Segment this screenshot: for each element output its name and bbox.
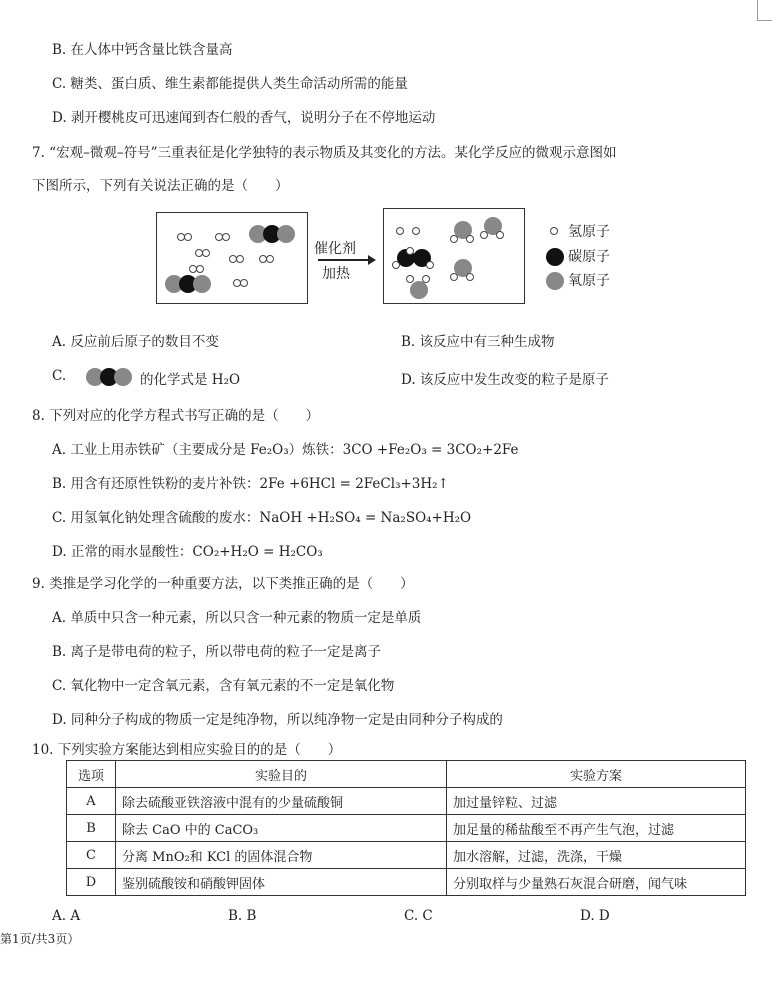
q9-option-d: D. 同种分子构成的物质一定是纯净物，所以纯净物一定是由同种分子构成的 [52, 712, 503, 728]
experiment-table [66, 760, 746, 896]
oxygen-legend-label: 氧原子 [568, 273, 610, 289]
row-purpose: 除去硫酸亚铁溶液中混有的少量硫酸铜 [116, 788, 447, 815]
q8-option-a: A. 工业上用赤铁矿（主要成分是 Fe₂O₃）炼铁：3CO +Fe₂O₃ = 3CO₂+2Fe [52, 442, 519, 458]
q8-option-c: C. 用氢氧化钠处理含硫酸的废水：NaOH +H₂SO₄ = Na₂SO₄+H₂O [52, 510, 472, 526]
q10-answer-b: B. B [228, 908, 257, 924]
q9-option-c: C. 氧化物中一定含氧元素，含有氧元素的不一定是氧化物 [52, 678, 395, 694]
carbon-legend-label: 碳原子 [568, 249, 610, 265]
header-option: 选项 [67, 761, 116, 788]
table-row [67, 788, 746, 815]
q6-option-c: C. 糖类、蛋白质、维生素都能提供人类生命活动所需的能量 [52, 76, 408, 92]
q7-stem-line1: 7. “宏观–微观–符号”三重表征是化学独特的表示物质及其变化的方法。某化学反应的微观示意图如 [32, 145, 617, 161]
q8-option-b: B. 用含有还原性铁粉的麦片补铁：2Fe +6HCl = 2FeCl₃+3H₂↑ [52, 476, 449, 492]
q9-option-a: A. 单质中只含一种元素，所以只含一种元素的物质一定是单质 [52, 610, 422, 626]
reactants-box [156, 212, 308, 304]
table-row [67, 869, 746, 896]
row-plan: 加水溶解，过滤，洗涤，干燥 [447, 842, 746, 869]
q10-stem: 10. 下列实验方案能达到相应实验目的的是（ ） [32, 742, 342, 758]
q6-option-d: D. 剥开樱桃皮可迅速闻到杏仁般的香气，说明分子在不停地运动 [52, 110, 436, 126]
row-option: C [67, 842, 116, 869]
row-option: A [67, 788, 116, 815]
hydrogen-legend-icon [550, 227, 558, 235]
heat-label: 加热 [322, 266, 350, 282]
row-option: B [67, 815, 116, 842]
oxygen-legend-icon [546, 272, 564, 290]
row-option: D [67, 869, 116, 896]
q7-option-c-prefix: C. [52, 368, 67, 384]
q10-answer-d: D. D [580, 908, 610, 924]
row-plan: 分别取样与少量熟石灰混合研磨，闻气味 [447, 869, 746, 896]
q6-option-b: B. 在人体中钙含量比铁含量高 [52, 42, 233, 58]
q7-option-c-text: 的化学式是 H₂O [140, 372, 241, 388]
products-box [383, 208, 525, 304]
row-plan: 加足量的稀盐酸至不再产生气泡，过滤 [447, 815, 746, 842]
page-corner-mark [757, 0, 772, 21]
table-row [67, 842, 746, 869]
reaction-arrow [318, 259, 374, 261]
table-header-row [67, 761, 746, 788]
row-purpose: 除去 CaO 中的 CaCO₃ [116, 815, 447, 842]
carbon-legend-icon [546, 248, 564, 266]
row-purpose: 分离 MnO₂和 KCl 的固体混合物 [116, 842, 447, 869]
catalyst-label: 催化剂 [314, 241, 356, 257]
page-footer: 第1页/共3页） [0, 932, 80, 946]
q10-answer-c: C. C [404, 908, 433, 924]
table-row [67, 815, 746, 842]
q7-option-b: B. 该反应中有三种生成物 [401, 334, 555, 350]
q10-answer-a: A. A [52, 908, 81, 924]
q9-stem: 9. 类推是学习化学的一种重要方法，以下类推正确的是（ ） [32, 576, 414, 592]
header-plan: 实验方案 [447, 761, 746, 788]
row-plan: 加过量锌粒、过滤 [447, 788, 746, 815]
q7-option-d: D. 该反应中发生改变的粒子是原子 [401, 372, 609, 388]
hydrogen-legend-label: 氢原子 [568, 224, 610, 240]
q8-stem: 8. 下列对应的化学方程式书写正确的是（ ） [32, 408, 320, 424]
q9-option-b: B. 离子是带电荷的粒子，所以带电荷的粒子一定是离子 [52, 644, 382, 660]
q7-stem-line2: 下图所示，下列有关说法正确的是（ ） [32, 178, 289, 194]
row-purpose: 鉴别硫酸铵和硝酸钾固体 [116, 869, 447, 896]
header-purpose: 实验目的 [116, 761, 447, 788]
q7-option-a: A. 反应前后原子的数目不变 [52, 334, 219, 350]
q8-option-d: D. 正常的雨水显酸性：CO₂+H₂O = H₂CO₃ [52, 544, 323, 560]
